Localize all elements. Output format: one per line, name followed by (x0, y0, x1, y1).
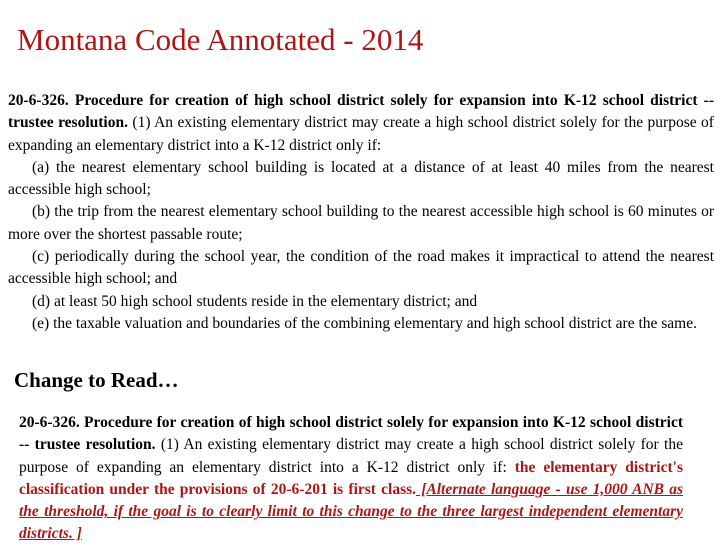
current-statute (8, 90, 714, 335)
revised-intro: (1) An existing elementary district may create a high school district solely for the purpose of expanding an elementary district into a K-12 district only if: (19, 436, 683, 476)
statute-intro: (1) An existing elementary district may create a high school district solely for the purpose of expanding an elementary district into a K-12 district only if: (8, 114, 714, 154)
change-section-title: Change to Read… (14, 368, 179, 392)
statute-item-b: (b) the trip from the nearest elementary school building to the nearest accessible high school is 60 minutes or more over the shortest passable route; (8, 203, 714, 243)
revised-heading: 20-6-326. Procedure for creation of high school district solely for expansion into K-12 school district -- trustee resolution. (19, 414, 683, 454)
alternate-language-note: [Alternate language - use 1,000 ANB as the threshold, if the goal is to clearly limit to this change to the three largest independent elementary districts. ] (19, 480, 683, 543)
page-title: Montana Code Annotated - 2014 (17, 22, 424, 57)
statute-heading: 20-6-326. Procedure for creation of high school district solely for expansion into K-12 school district -- trustee resolution. (8, 92, 714, 132)
statute-item-d: (d) at least 50 high school students reside in the elementary district; and (32, 292, 478, 310)
statute-item-a: (a) the nearest elementary school building is located at a distance of at least 40 miles from the nearest accessible high school; (8, 158, 714, 199)
statute-paragraph (8, 90, 714, 157)
revised-statute (19, 412, 683, 546)
statute-item-e: (e) the taxable valuation and boundaries of the combining elementary and high school district are the same. (32, 314, 697, 332)
revised-new-text: the elementary district's classification under the provisions of 20-6-201 is first class. (19, 458, 683, 498)
statute-item-c: (c) periodically during the school year, the condition of the road makes it impractical to attend the nearest accessible high school; and (8, 248, 714, 288)
